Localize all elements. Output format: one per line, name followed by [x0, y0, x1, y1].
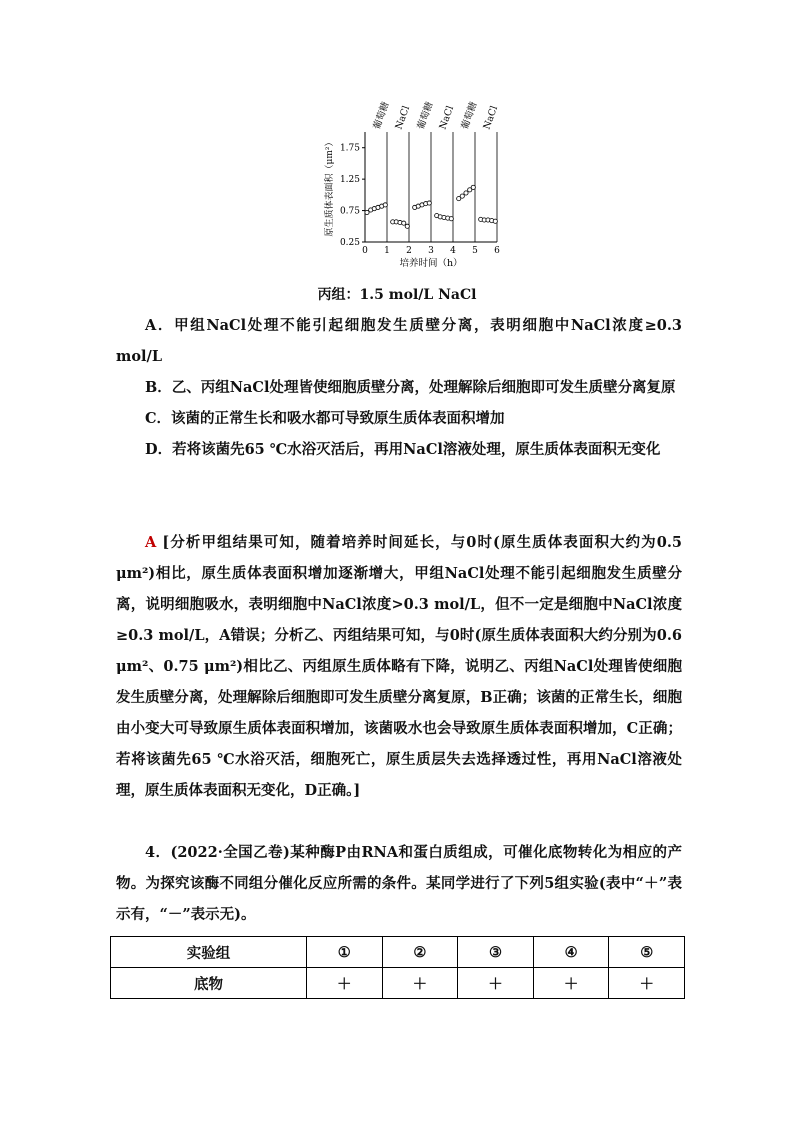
option-c: C．该菌的正常生长和吸水都可导致原生质体表面积增加: [145, 410, 505, 427]
treatment-label: 葡萄糖: [415, 100, 436, 132]
answer-letter: A: [145, 534, 157, 551]
question-4-text: 4．(2022·全国乙卷)某种酶P由RNA和蛋白质组成，可催化底物转化为相应的产物。为探究该酶不同组分催化反应所需的条件。某同学进行了下列5组实验(表中“＋”表示有，“－”表示无)。: [116, 844, 682, 923]
table-header-cell: ③: [458, 937, 534, 968]
x-tick-label: 6: [494, 246, 500, 256]
option-a: A．甲组NaCl处理不能引起细胞发生质壁分离，表明细胞中NaCl浓度≥0.3 mol/L: [116, 317, 682, 365]
table-cell: ＋: [458, 968, 534, 999]
data-point: [449, 217, 453, 221]
treatment-label: NaCl: [481, 104, 501, 132]
chart: [310, 92, 510, 282]
table-cell: 底物: [111, 968, 307, 999]
table-header-cell: ①: [307, 937, 383, 968]
treatment-label: NaCl: [393, 104, 413, 132]
table-header-cell: 实验组: [111, 937, 307, 968]
chart-svg: [310, 92, 510, 282]
data-point: [464, 191, 468, 195]
y-tick-label: 1.75: [339, 143, 360, 154]
experiment-table: [110, 936, 685, 999]
data-point: [471, 185, 475, 189]
table-cell: ＋: [307, 968, 383, 999]
answer-block: [116, 527, 682, 806]
table-cell: ＋: [533, 968, 609, 999]
x-tick-label: 1: [384, 246, 390, 256]
table-header-cell: ②: [382, 937, 458, 968]
x-tick-label: 4: [450, 246, 456, 256]
data-point: [405, 224, 409, 228]
data-point: [383, 203, 387, 207]
treatment-label: NaCl: [437, 104, 457, 132]
x-axis-label: 培养时间（h）: [399, 258, 463, 269]
figure-caption: 丙组：1.5 mol/L NaCl: [317, 287, 477, 303]
treatment-label: 葡萄糖: [371, 100, 392, 132]
x-tick-label: 0: [362, 246, 368, 256]
data-point: [460, 194, 464, 198]
option-b: B．乙、丙组NaCl处理皆使细胞质壁分离，处理解除后细胞即可发生质壁分离复原: [145, 379, 676, 396]
data-point: [427, 201, 431, 205]
x-tick-label: 5: [472, 246, 478, 256]
x-tick-label: 3: [428, 246, 434, 256]
options-block: [116, 310, 682, 465]
table-header-cell: ④: [533, 937, 609, 968]
x-tick-label: 2: [406, 246, 412, 256]
data-point: [493, 219, 497, 223]
option-d: D．若将该菌先65 ℃水浴灭活后，再用NaCl溶液处理，原生质体表面积无变化: [145, 441, 661, 458]
table-cell: ＋: [382, 968, 458, 999]
y-tick-label: 0.75: [339, 206, 360, 217]
y-tick-label: 0.25: [339, 238, 360, 248]
question-4: [116, 837, 682, 930]
treatment-label: 葡萄糖: [459, 100, 480, 132]
table-header-row: [111, 937, 685, 968]
y-axis-label: 原生质体表面积（μm²）: [325, 137, 335, 237]
table-row: [111, 968, 685, 999]
data-point: [402, 221, 406, 225]
y-tick-label: 1.25: [339, 175, 360, 186]
table-cell: ＋: [609, 968, 685, 999]
answer-explanation: [分析甲组结果可知，随着培养时间延长，与0时(原生质体表面积大约为0.5 μm²)相比，原生质体表面积增加逐渐增大，甲组NaCl处理不能引起细胞发生质壁分离，说明细胞吸水，表明细胞中NaCl浓度>0.3 mol/L，但不一定是细胞中NaCl浓度≥0.3 mol/L，A错误；分析乙、丙组结果可知，与0时(原生质体表面积大约分别为0.6 μm²、0.75 μm²)相比乙、丙组原生质体略有下降，说明乙、丙组NaCl处理皆使细胞发生质壁分离，处理解除后细胞即可发生质壁分离复原，B正确；该菌的正常生长，细胞由小变大可导致原生质体表面积增加，该菌吸水也会导致原生质体表面积增加，C正确；若将该菌先65 ℃水浴灭活，细胞死亡，原生质层失去选择透过性，再用NaCl溶液处理，原生质体表面积无变化，D正确。]: [116, 534, 682, 799]
table-header-cell: ⑤: [609, 937, 685, 968]
